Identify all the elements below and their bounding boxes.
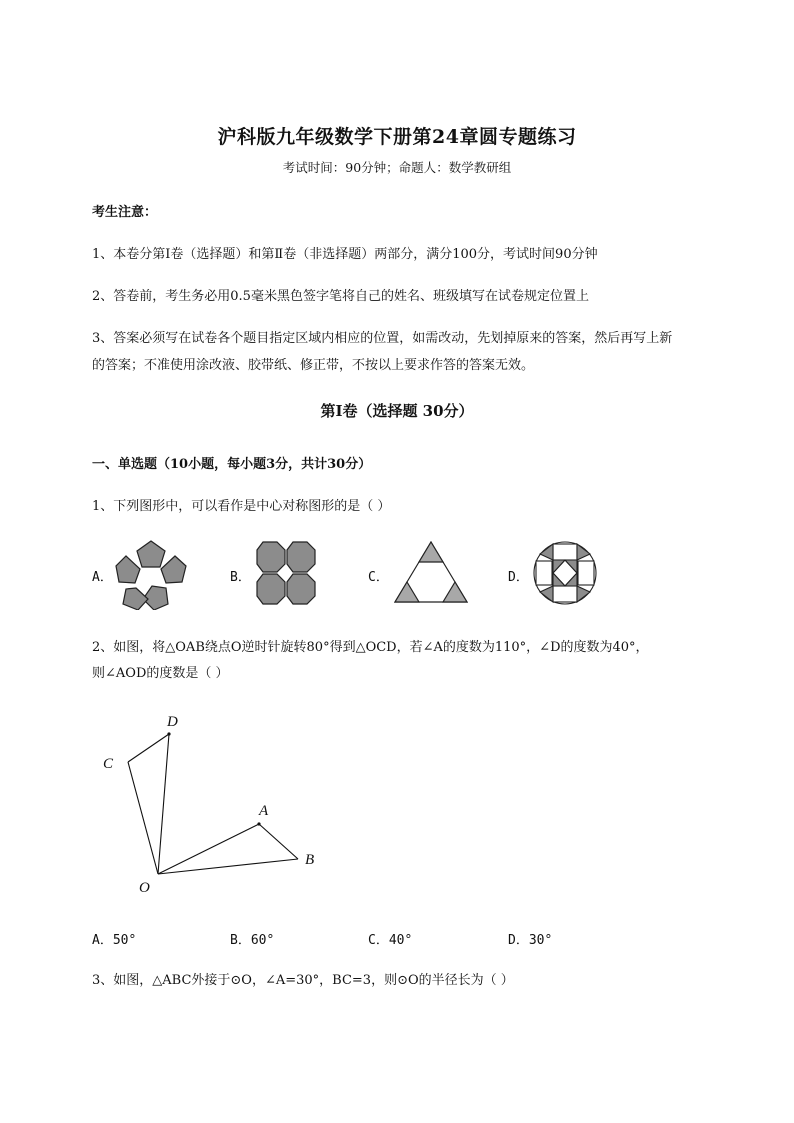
q1-option-b-label: B．: [230, 570, 251, 585]
label-b: B: [305, 852, 315, 868]
segment-cd: [128, 734, 169, 762]
question-3-stem: 3、如图，△ABC外接于⊙O，∠A=30°，BC=3，则⊙O的半径长为（ ）: [92, 973, 514, 988]
question-2-stem-line2: 则∠AOD的度数是（ ）: [92, 666, 229, 681]
notice-item-3: 3、答案必须写在试卷各个题目指定区域内相应的位置，如需改动，先划掉原来的答案，然后再写上新: [92, 331, 673, 346]
segment-oc: [128, 762, 158, 874]
segment-do: [158, 734, 169, 874]
segment-oa: [158, 824, 259, 874]
q1-option-d-label: D．: [508, 570, 529, 585]
label-c: C: [103, 756, 114, 772]
q2-option-a: A．50°: [92, 933, 137, 948]
label-d: D: [167, 714, 178, 730]
exam-info: 考试时间：90分钟；命题人：数学教研组: [282, 160, 512, 175]
notice-item-1: 1、本卷分第I卷（选择题）和第Ⅱ卷（非选择题）两部分，满分100分，考试时间90分钟: [92, 247, 598, 262]
label-a: A: [259, 803, 269, 819]
q1-option-d-figure: [532, 540, 598, 606]
notice-heading: 考生注意：: [92, 205, 158, 220]
section-title: 第I卷（选择题 30分）: [320, 402, 474, 420]
q2-rotation-figure: [95, 705, 335, 900]
q1-option-a-label: A．: [92, 570, 113, 585]
q2-option-c: C．40°: [368, 933, 413, 948]
q1-option-c-label: C．: [368, 570, 389, 585]
point-d: [167, 732, 170, 735]
segment-ab: [259, 824, 298, 859]
q1-option-c-figure: [393, 540, 469, 604]
q2-option-b: B．60°: [230, 933, 275, 948]
notice-item-3-cont: 的答案；不准使用涂改液、胶带纸、修正带，不按以上要求作答的答案无效。: [92, 358, 535, 373]
page-title: 沪科版九年级数学下册第24章圆专题练习: [217, 126, 577, 148]
label-o: O: [139, 880, 150, 896]
notice-item-2: 2、答卷前，考生务必用0.5毫米黑色签字笔将自己的姓名、班级填写在试卷规定位置上: [92, 289, 589, 304]
q2-option-d: D．30°: [508, 933, 553, 948]
question-1-stem: 1、下列图形中，可以看作是中心对称图形的是（ ）: [92, 499, 391, 514]
part-title: 一、单选题（10小题，每小题3分，共计30分）: [92, 457, 372, 472]
point-a: [257, 822, 260, 825]
q1-option-a-figure: [112, 538, 190, 610]
segment-bo: [158, 859, 298, 874]
question-2-stem-line1: 2、如图，将△OAB绕点O逆时针旋转80°得到△OCD，若∠A的度数为110°，∠D的度数为40°，: [92, 640, 649, 655]
q1-option-b-figure: [255, 540, 317, 606]
